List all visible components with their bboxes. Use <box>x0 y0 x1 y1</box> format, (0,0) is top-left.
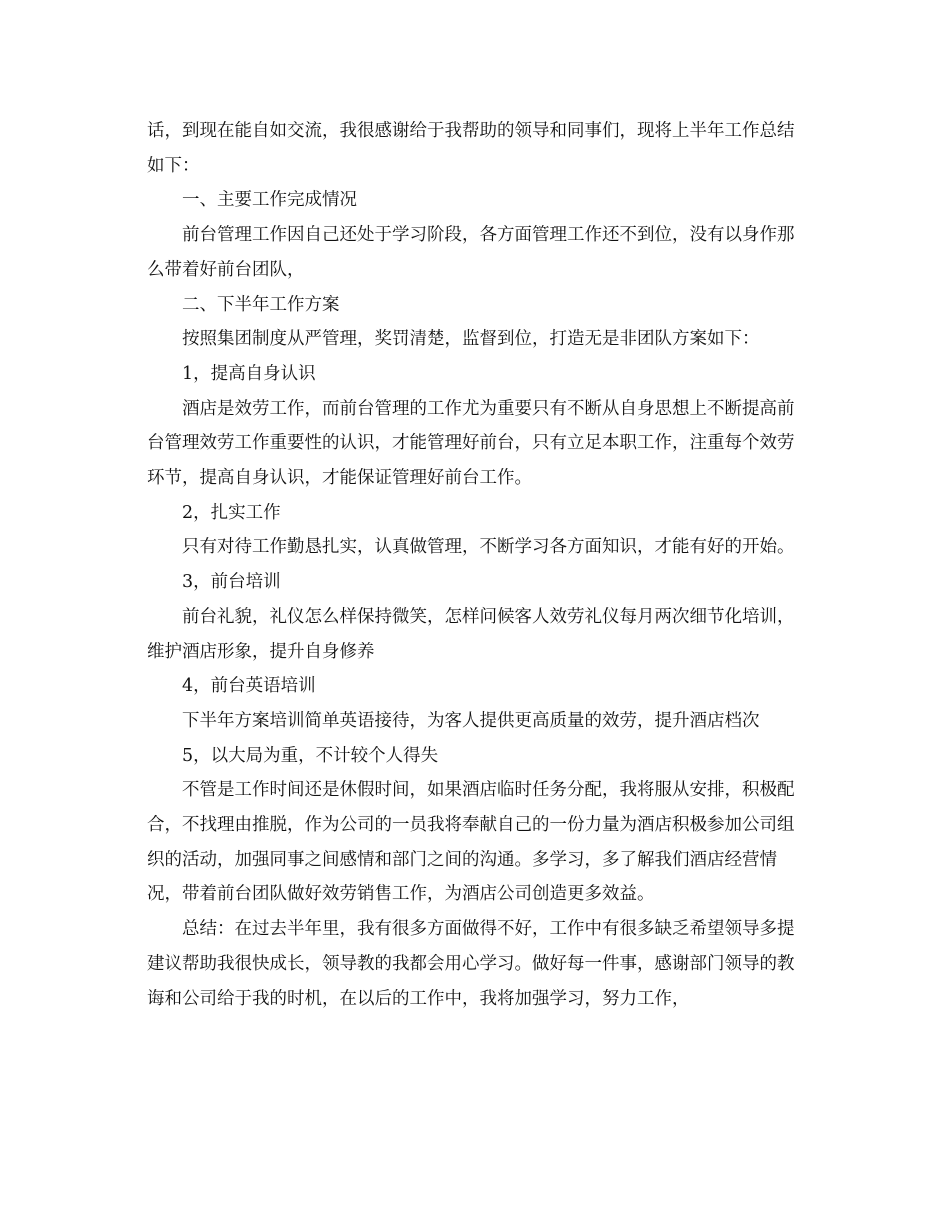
paragraph: 按照集团制度从严管理，奖罚清楚，监督到位，打造无是非团队方案如下： <box>182 329 760 350</box>
subsection-heading: 2，扎实工作 <box>182 502 281 523</box>
subsection-heading: 3，前台培训 <box>182 572 281 593</box>
paragraph: 前台礼貌，礼仪怎么样保持微笑，怎样问候客人效劳礼仪每月两次细节化培训，维护酒店形象，提升自身修养 <box>147 606 795 662</box>
subsection-heading: 1，提高自身认识 <box>182 363 316 384</box>
paragraph: 前台管理工作因自己还处于学习阶段，各方面管理工作还不到位，没有以身作那么带着好前台团队， <box>147 225 795 280</box>
paragraph: 酒店是效劳工作，而前台管理的工作尤为重要只有不断从自身思想上不断提高前台管理效劳工作重要性的认识，才能管理好前台，只有立足本职工作，注重每个效劳环节，提高自身认识，才能保证管理好前台工作。 <box>147 398 795 489</box>
subsection-heading: 4，前台英语培训 <box>182 676 316 697</box>
subsection-heading: 5，以大局为重，不计较个人得失 <box>182 745 439 766</box>
paragraph: 下半年方案培训简单英语接待，为客人提供更高质量的效劳，提升酒店档次 <box>182 710 760 731</box>
section-heading: 一、主要工作完成情况 <box>182 190 357 211</box>
document-body <box>147 114 807 1016</box>
paragraph: 只有对待工作勤恳扎实，认真做管理，不断学习各方面知识，才能有好的开始。 <box>182 537 795 558</box>
paragraph: 话，到现在能自如交流，我很感谢给于我帮助的领导和同事们，现将上半年工作总结如下： <box>147 121 795 176</box>
summary-paragraph: 总结：在过去半年里，我有很多方面做得不好，工作中有很多缺乏希望领导多提建议帮助我很快成长，领导教的我都会用心学习。做好每一件事，感谢部门领导的教诲和公司给于我的时机，在以后的工作中，我将加强学习，努力工作， <box>147 919 795 1009</box>
paragraph: 不管是工作时间还是休假时间，如果酒店临时任务分配，我将服从安排，积极配合，不找理由推脱，作为公司的一员我将奉献自己的一份力量为酒店积极参加公司组织的活动，加强同事之间感情和部门之间的沟通。多学习，多了解我们酒店经营情况，带着前台团队做好效劳销售工作，为酒店公司创造更多效益。 <box>147 780 795 905</box>
section-heading: 二、下半年工作方案 <box>182 294 340 315</box>
